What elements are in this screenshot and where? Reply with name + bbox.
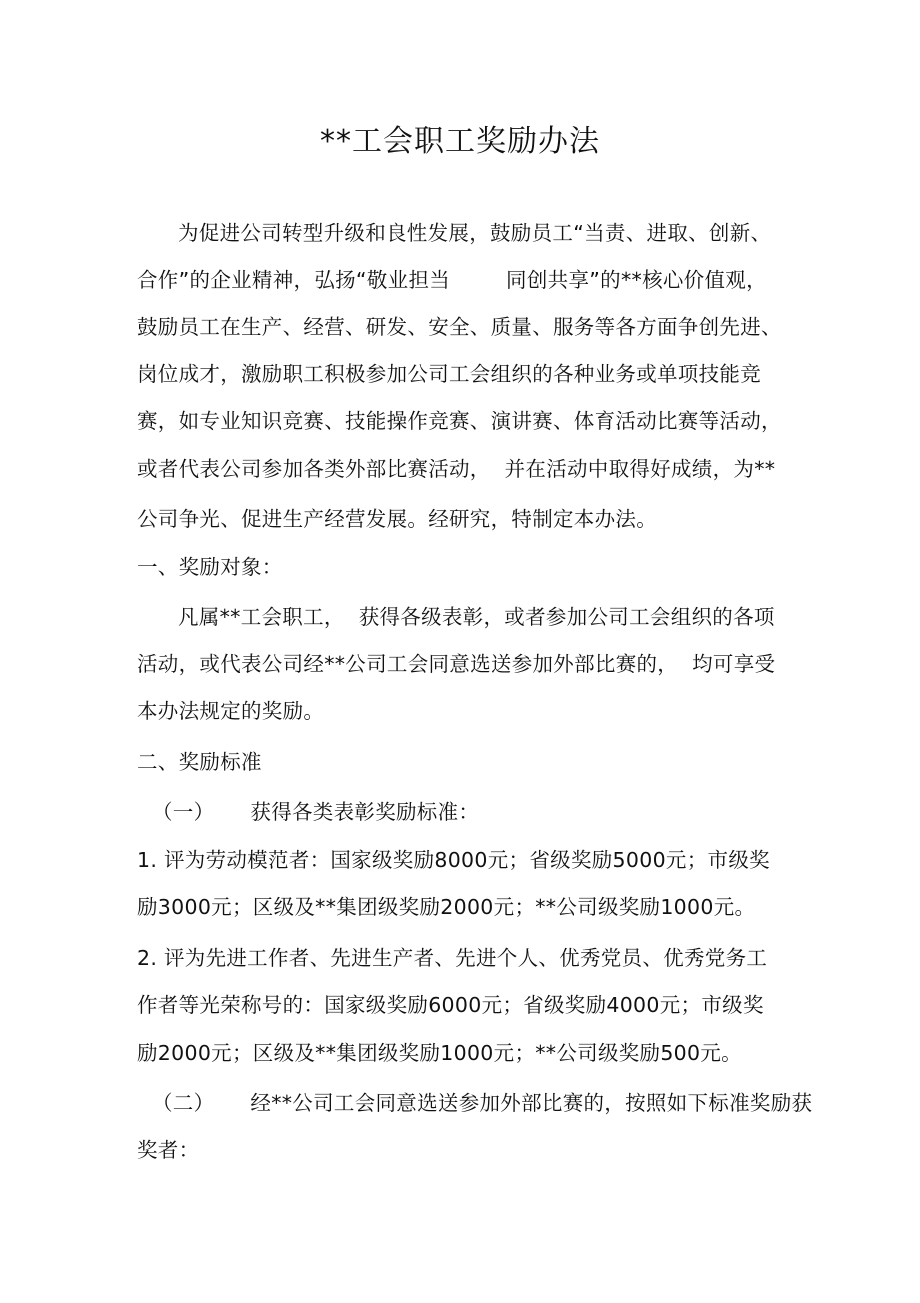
paragraph-row [137, 456, 775, 482]
paragraph-row [137, 651, 775, 677]
document-title: **工会职工奖励办法 [320, 124, 600, 159]
paragraph-line: 获得各级表彰，或者参加公司工会组织的各项 [358, 605, 775, 629]
list-item: 1. 评为劳动模范者：国家级奖励8000元；省级奖励5000元；市级奖 [137, 848, 770, 872]
list-item: 励3000元；区级及**集团级奖励2000元；**公司级奖励1000元。 [137, 895, 756, 919]
paragraph-line: 并在活动中取得好成绩，为** [504, 457, 776, 481]
paragraph-line: 奖者： [137, 1138, 200, 1162]
list-item: 励2000元；区级及**集团级奖励1000元；**公司级奖励500元。 [137, 1041, 742, 1065]
section-heading: 二、奖励标准 [137, 750, 262, 774]
subsection-heading: 经**公司工会同意选送参加外部比赛的，按照如下标准奖励获 [250, 1091, 813, 1115]
subsection-number: （二） [152, 1091, 215, 1115]
paragraph-line: 合作”的企业精神，弘扬“敬业担当 [137, 268, 451, 292]
paragraph-row [178, 604, 775, 630]
list-item: 作者等光荣称号的：国家级奖励6000元；省级奖励4000元；市级奖 [137, 993, 764, 1017]
subsection-row [152, 1090, 812, 1116]
paragraph-line: 岗位成才，激励职工积极参加公司工会组织的各种业务或单项技能竞 [137, 362, 761, 386]
subsection-heading: 获得各类表彰奖励标准： [250, 800, 480, 824]
paragraph-line: 同创共享”的**核心价值观， [506, 268, 767, 292]
paragraph-line: 鼓励员工在生产、经营、研发、安全、质量、服务等各方面争创先进、 [137, 315, 782, 339]
subsection-row [152, 799, 479, 825]
paragraph-line: 或者代表公司参加各类外部比赛活动， [137, 457, 491, 481]
paragraph-line: 活动，或代表公司经**公司工会同意选送参加外部比赛的， [137, 652, 679, 676]
subsection-number: （一） [152, 800, 215, 824]
section-heading: 一、奖励对象： [137, 555, 283, 579]
paragraph-line: 均可享受 [692, 652, 776, 676]
list-item: 2. 评为先进工作者、先进生产者、先进个人、优秀党员、优秀党务工 [137, 946, 768, 970]
paragraph-line: 赛，如专业知识竞赛、技能操作竞赛、演讲赛、体育活动比赛等活动， [137, 409, 782, 433]
paragraph-line: 为促进公司转型升级和良性发展，鼓励员工“当责、进取、创新、 [178, 221, 772, 245]
paragraph-row [137, 267, 767, 293]
paragraph-line: 本办法规定的奖励。 [137, 699, 325, 723]
paragraph-line: 凡属**工会职工， [178, 605, 345, 629]
paragraph-line: 公司争光、促进生产经营发展。经研究，特制定本办法。 [137, 507, 657, 531]
